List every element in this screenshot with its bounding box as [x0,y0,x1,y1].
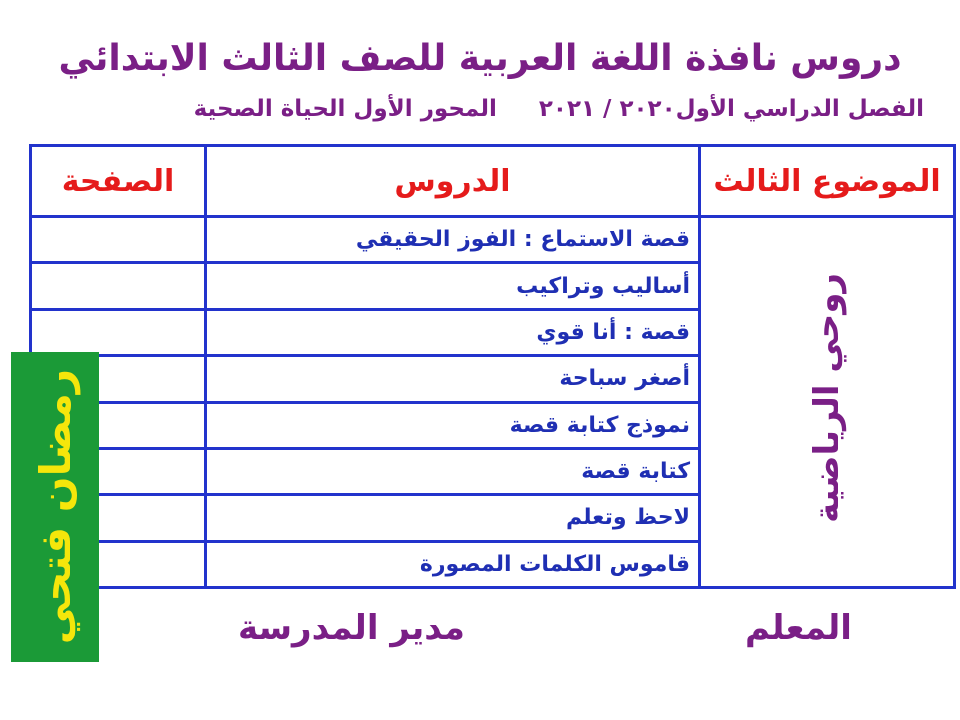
lesson-cell: أصغر سباحة [206,356,700,402]
page-cell [31,309,206,355]
page-cell [31,217,206,263]
author-name: رمضان فتحي [30,369,80,645]
header-page: الصفحة [31,146,206,217]
subtitle-axis: المحور الأول الحياة الصحية [193,96,497,122]
lesson-cell: كتابة قصة [206,448,700,494]
lesson-cell: قصة : أنا قوي [206,309,700,355]
principal-signature-label: مدير المدرسة [238,608,465,648]
lessons-table [29,144,956,589]
topic-cell [700,217,955,588]
lesson-cell: لاحظ وتعلم [206,495,700,541]
topic-name: روحي الرياضية [807,272,847,523]
table-row [31,217,955,263]
header-topic: الموضوع الثالث [700,146,955,217]
header-lessons: الدروس [206,146,700,217]
lesson-cell: نموذج كتابة قصة [206,402,700,448]
document-title: دروس نافذة اللغة العربية للصف الثالث الابتدائي [58,38,902,79]
page-cell [31,263,206,309]
lesson-cell: قصة الاستماع : الفوز الحقيقي [206,217,700,263]
document-subtitle [34,96,924,122]
author-stamp [11,352,99,662]
table-header-row [31,146,955,217]
lesson-cell: قاموس الكلمات المصورة [206,541,700,587]
teacher-signature-label: المعلم [745,608,852,648]
lesson-cell: أساليب وتراكيب [206,263,700,309]
subtitle-term: الفصل الدراسي الأول٢٠٢٠ / ٢٠٢١ [538,96,924,122]
